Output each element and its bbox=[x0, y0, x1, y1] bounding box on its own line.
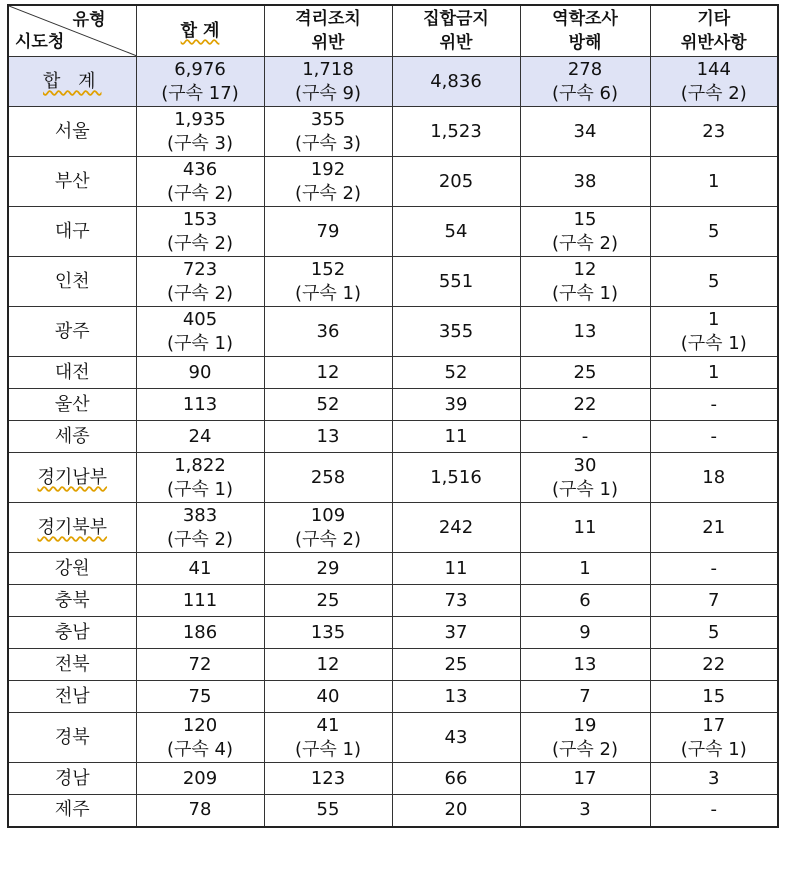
table-row bbox=[8, 795, 778, 827]
cell-value: 186 bbox=[182, 621, 218, 643]
cell-value: 52 bbox=[444, 361, 468, 383]
cell-arrest-count: (구속 17) bbox=[161, 82, 239, 104]
region-label: 대구 bbox=[54, 220, 90, 242]
data-cell bbox=[136, 713, 264, 763]
cell-arrest-count: (구속 2) bbox=[295, 528, 361, 550]
cell-value: 436 bbox=[182, 158, 218, 180]
table-row bbox=[8, 503, 778, 553]
cell-arrest-count: (구속 9) bbox=[295, 82, 361, 104]
cell-value: 18 bbox=[702, 466, 726, 488]
cell-value: 205 bbox=[438, 170, 474, 192]
table-row bbox=[8, 107, 778, 157]
cell-arrest-count: (구속 1) bbox=[552, 478, 618, 500]
cell-value: 38 bbox=[573, 170, 597, 192]
cell-value: 1 bbox=[708, 361, 720, 383]
cell-arrest-count: (구속 2) bbox=[552, 232, 618, 254]
data-cell bbox=[136, 357, 264, 389]
data-cell bbox=[650, 681, 778, 713]
cell-value: 13 bbox=[573, 653, 597, 675]
cell-value: 355 bbox=[310, 108, 346, 130]
cell-value: 72 bbox=[188, 653, 212, 675]
cell-value: 3 bbox=[579, 799, 591, 821]
cell-value: 120 bbox=[182, 714, 218, 736]
data-cell bbox=[650, 617, 778, 649]
region-label: 경남 bbox=[54, 767, 90, 789]
data-cell bbox=[392, 585, 520, 617]
cell-value: 17 bbox=[573, 767, 597, 789]
column-header-label: 합 계 bbox=[180, 21, 220, 41]
table-row bbox=[8, 157, 778, 207]
cell-value: 13 bbox=[316, 425, 340, 447]
cell-value: 1,822 bbox=[174, 454, 226, 476]
data-cell bbox=[136, 617, 264, 649]
column-header-label: 기타 bbox=[697, 9, 731, 29]
cell-value: 11 bbox=[444, 557, 468, 579]
data-cell bbox=[392, 421, 520, 453]
cell-value: 25 bbox=[316, 589, 340, 611]
data-cell bbox=[650, 649, 778, 681]
region-label: 경기남부 bbox=[37, 466, 108, 488]
data-cell bbox=[136, 649, 264, 681]
cell-value: 4,836 bbox=[430, 70, 482, 92]
data-cell bbox=[264, 389, 392, 421]
data-cell bbox=[392, 795, 520, 827]
region-cell bbox=[8, 503, 136, 553]
violations-table bbox=[7, 4, 779, 828]
data-cell bbox=[520, 713, 650, 763]
cell-value: 551 bbox=[438, 270, 474, 292]
table-row bbox=[8, 681, 778, 713]
data-cell bbox=[650, 57, 778, 107]
cell-value: 43 bbox=[444, 726, 468, 748]
region-label: 합 계 bbox=[43, 70, 102, 92]
data-cell bbox=[520, 649, 650, 681]
data-cell bbox=[650, 421, 778, 453]
region-label: 충남 bbox=[54, 621, 90, 643]
cell-value: 123 bbox=[310, 767, 346, 789]
column-header-label: 위반 bbox=[311, 33, 345, 53]
data-cell bbox=[520, 681, 650, 713]
column-header-gathering bbox=[392, 5, 520, 57]
data-cell bbox=[650, 207, 778, 257]
cell-value: 278 bbox=[567, 58, 603, 80]
data-cell bbox=[520, 617, 650, 649]
data-cell bbox=[392, 357, 520, 389]
cell-value: 192 bbox=[310, 158, 346, 180]
cell-value: 1,516 bbox=[430, 466, 482, 488]
data-cell bbox=[136, 795, 264, 827]
data-cell bbox=[136, 421, 264, 453]
data-cell bbox=[136, 157, 264, 207]
region-cell bbox=[8, 795, 136, 827]
region-label: 전남 bbox=[54, 685, 90, 707]
region-label: 충북 bbox=[54, 589, 90, 611]
cell-arrest-count: (구속 2) bbox=[680, 82, 747, 104]
region-cell bbox=[8, 453, 136, 503]
data-cell bbox=[650, 357, 778, 389]
table-row bbox=[8, 713, 778, 763]
cell-arrest-count: (구속 1) bbox=[552, 282, 618, 304]
cell-arrest-count: (구속 2) bbox=[552, 738, 618, 760]
data-cell bbox=[136, 57, 264, 107]
region-cell bbox=[8, 617, 136, 649]
cell-value: 355 bbox=[438, 320, 474, 342]
region-label: 경북 bbox=[54, 726, 90, 748]
column-header-epidemiology bbox=[520, 5, 650, 57]
cell-value: 1,935 bbox=[174, 108, 226, 130]
column-header-label: 위반 bbox=[439, 33, 473, 53]
cell-value: 78 bbox=[188, 799, 212, 821]
cell-value: 11 bbox=[444, 425, 468, 447]
data-cell bbox=[136, 107, 264, 157]
region-cell bbox=[8, 585, 136, 617]
cell-value: 41 bbox=[316, 714, 340, 736]
data-cell bbox=[392, 57, 520, 107]
cell-arrest-count: (구속 4) bbox=[167, 738, 233, 760]
data-cell bbox=[520, 357, 650, 389]
table-body bbox=[8, 57, 778, 827]
cell-value: - bbox=[710, 393, 717, 415]
data-cell bbox=[264, 157, 392, 207]
data-cell bbox=[136, 503, 264, 553]
cell-value: 1 bbox=[708, 308, 720, 330]
cell-value: 90 bbox=[188, 361, 212, 383]
data-cell bbox=[264, 713, 392, 763]
data-cell bbox=[264, 357, 392, 389]
table-row bbox=[8, 617, 778, 649]
cell-value: 30 bbox=[573, 454, 597, 476]
data-cell bbox=[520, 763, 650, 795]
data-cell bbox=[264, 57, 392, 107]
column-header-label: 집합금지 bbox=[423, 9, 489, 29]
cell-value: 6 bbox=[579, 589, 591, 611]
region-cell bbox=[8, 257, 136, 307]
cell-value: 73 bbox=[444, 589, 468, 611]
cell-value: 15 bbox=[573, 208, 597, 230]
region-label: 대전 bbox=[54, 361, 90, 383]
cell-value: 13 bbox=[444, 685, 468, 707]
cell-value: 40 bbox=[316, 685, 340, 707]
data-cell bbox=[264, 207, 392, 257]
region-label: 광주 bbox=[54, 320, 90, 342]
data-cell bbox=[520, 389, 650, 421]
table-row bbox=[8, 649, 778, 681]
data-cell bbox=[520, 795, 650, 827]
data-cell bbox=[650, 107, 778, 157]
data-cell bbox=[392, 107, 520, 157]
table-row bbox=[8, 389, 778, 421]
region-cell bbox=[8, 681, 136, 713]
cell-value: - bbox=[710, 557, 717, 579]
column-header-label: 격리조치 bbox=[295, 9, 361, 29]
cell-arrest-count: (구속 1) bbox=[680, 738, 747, 760]
column-header-label: 위반사항 bbox=[680, 33, 747, 53]
cell-arrest-count: (구속 1) bbox=[167, 332, 233, 354]
region-cell bbox=[8, 553, 136, 585]
cell-value: - bbox=[710, 799, 717, 821]
cell-arrest-count: (구속 2) bbox=[167, 528, 233, 550]
cell-value: 12 bbox=[316, 361, 340, 383]
region-cell bbox=[8, 307, 136, 357]
data-cell bbox=[392, 553, 520, 585]
cell-arrest-count: (구속 2) bbox=[167, 232, 233, 254]
data-cell bbox=[392, 649, 520, 681]
data-cell bbox=[520, 157, 650, 207]
cell-value: 12 bbox=[316, 653, 340, 675]
data-cell bbox=[264, 617, 392, 649]
data-cell bbox=[136, 389, 264, 421]
column-header-quarantine bbox=[264, 5, 392, 57]
column-header-label: 역학조사 bbox=[552, 9, 618, 29]
cell-value: 22 bbox=[573, 393, 597, 415]
data-cell bbox=[136, 681, 264, 713]
cell-arrest-count: (구속 1) bbox=[680, 332, 747, 354]
data-cell bbox=[136, 257, 264, 307]
cell-value: 1,718 bbox=[302, 58, 354, 80]
cell-value: 66 bbox=[444, 767, 468, 789]
data-cell bbox=[392, 453, 520, 503]
cell-value: 41 bbox=[188, 557, 212, 579]
data-cell bbox=[392, 503, 520, 553]
cell-value: 79 bbox=[316, 220, 340, 242]
cell-value: 54 bbox=[444, 220, 468, 242]
data-cell bbox=[650, 389, 778, 421]
data-cell bbox=[136, 763, 264, 795]
data-cell bbox=[650, 553, 778, 585]
data-cell bbox=[520, 453, 650, 503]
data-cell bbox=[264, 503, 392, 553]
data-cell bbox=[520, 585, 650, 617]
cell-arrest-count: (구속 6) bbox=[552, 82, 618, 104]
data-cell bbox=[520, 257, 650, 307]
column-header-other bbox=[650, 5, 778, 57]
cell-value: 5 bbox=[708, 621, 720, 643]
data-cell bbox=[650, 503, 778, 553]
region-label: 경기북부 bbox=[37, 516, 108, 538]
cell-value: 152 bbox=[310, 258, 346, 280]
data-cell bbox=[264, 553, 392, 585]
region-cell bbox=[8, 107, 136, 157]
table-row bbox=[8, 453, 778, 503]
data-cell bbox=[264, 795, 392, 827]
cell-value: 258 bbox=[310, 466, 346, 488]
cell-value: 11 bbox=[573, 516, 597, 538]
data-cell bbox=[136, 207, 264, 257]
data-cell bbox=[520, 207, 650, 257]
cell-value: 20 bbox=[444, 799, 468, 821]
cell-value: 12 bbox=[573, 258, 597, 280]
data-cell bbox=[264, 649, 392, 681]
column-header-total bbox=[136, 5, 264, 57]
cell-value: - bbox=[581, 425, 589, 447]
data-cell bbox=[264, 681, 392, 713]
data-cell bbox=[136, 307, 264, 357]
cell-value: 5 bbox=[708, 270, 720, 292]
region-label: 부산 bbox=[54, 170, 90, 192]
data-cell bbox=[650, 713, 778, 763]
region-cell bbox=[8, 763, 136, 795]
corner-region-label: 시도청 bbox=[15, 32, 65, 52]
cell-value: 1 bbox=[579, 557, 591, 579]
cell-arrest-count: (구속 3) bbox=[295, 132, 361, 154]
cell-value: 113 bbox=[182, 393, 218, 415]
region-cell bbox=[8, 207, 136, 257]
data-cell bbox=[264, 585, 392, 617]
table-row bbox=[8, 421, 778, 453]
cell-value: 135 bbox=[310, 621, 346, 643]
data-cell bbox=[520, 107, 650, 157]
region-label: 서울 bbox=[54, 120, 90, 142]
data-cell bbox=[264, 421, 392, 453]
cell-value: 22 bbox=[702, 653, 726, 675]
cell-value: 405 bbox=[182, 308, 218, 330]
data-cell bbox=[392, 257, 520, 307]
cell-value: 36 bbox=[316, 320, 340, 342]
cell-value: 144 bbox=[696, 58, 731, 80]
cell-value: 34 bbox=[573, 120, 597, 142]
cell-value: 111 bbox=[182, 589, 218, 611]
data-cell bbox=[136, 585, 264, 617]
cell-value: 7 bbox=[579, 685, 591, 707]
cell-value: 37 bbox=[444, 621, 468, 643]
cell-value: 29 bbox=[316, 557, 340, 579]
data-cell bbox=[650, 795, 778, 827]
cell-value: 9 bbox=[579, 621, 591, 643]
data-cell bbox=[520, 307, 650, 357]
region-label: 울산 bbox=[54, 393, 90, 415]
region-cell bbox=[8, 713, 136, 763]
data-cell bbox=[650, 157, 778, 207]
data-cell bbox=[392, 617, 520, 649]
cell-value: 23 bbox=[702, 120, 726, 142]
region-cell bbox=[8, 421, 136, 453]
cell-value: 13 bbox=[573, 320, 597, 342]
table-row bbox=[8, 207, 778, 257]
data-cell bbox=[136, 453, 264, 503]
cell-arrest-count: (구속 1) bbox=[295, 282, 361, 304]
cell-value: 383 bbox=[182, 504, 218, 526]
cell-value: 55 bbox=[316, 799, 340, 821]
total-row bbox=[8, 57, 778, 107]
region-cell bbox=[8, 649, 136, 681]
table-row bbox=[8, 553, 778, 585]
data-cell bbox=[520, 421, 650, 453]
data-cell bbox=[650, 307, 778, 357]
cell-value: 109 bbox=[310, 504, 346, 526]
region-cell bbox=[8, 57, 136, 107]
data-cell bbox=[392, 763, 520, 795]
cell-value: - bbox=[710, 425, 717, 447]
cell-value: 19 bbox=[573, 714, 597, 736]
cell-arrest-count: (구속 3) bbox=[167, 132, 233, 154]
table-row bbox=[8, 257, 778, 307]
cell-value: 242 bbox=[438, 516, 474, 538]
data-cell bbox=[520, 57, 650, 107]
column-header-label: 방해 bbox=[568, 33, 602, 53]
data-cell bbox=[650, 585, 778, 617]
cell-value: 3 bbox=[708, 767, 720, 789]
corner-header-cell bbox=[8, 5, 136, 57]
region-cell bbox=[8, 157, 136, 207]
cell-value: 52 bbox=[316, 393, 340, 415]
cell-value: 24 bbox=[188, 425, 212, 447]
data-cell bbox=[392, 207, 520, 257]
cell-value: 7 bbox=[708, 589, 720, 611]
cell-value: 15 bbox=[702, 685, 726, 707]
data-cell bbox=[392, 307, 520, 357]
cell-arrest-count: (구속 2) bbox=[167, 182, 233, 204]
data-cell bbox=[650, 763, 778, 795]
data-cell bbox=[650, 453, 778, 503]
region-label: 세종 bbox=[54, 425, 90, 447]
header-row bbox=[8, 5, 778, 57]
cell-value: 1 bbox=[708, 170, 720, 192]
table-row bbox=[8, 763, 778, 795]
data-cell bbox=[520, 503, 650, 553]
cell-value: 17 bbox=[702, 714, 726, 736]
table-row bbox=[8, 585, 778, 617]
data-cell bbox=[136, 553, 264, 585]
data-cell bbox=[264, 763, 392, 795]
data-cell bbox=[520, 553, 650, 585]
data-cell bbox=[392, 713, 520, 763]
cell-value: 25 bbox=[573, 361, 597, 383]
cell-value: 6,976 bbox=[174, 58, 226, 80]
cell-value: 75 bbox=[188, 685, 212, 707]
cell-value: 39 bbox=[444, 393, 468, 415]
table-row bbox=[8, 357, 778, 389]
cell-value: 5 bbox=[708, 220, 720, 242]
cell-value: 21 bbox=[702, 516, 726, 538]
cell-value: 209 bbox=[182, 767, 218, 789]
cell-value: 153 bbox=[182, 208, 218, 230]
data-cell bbox=[650, 257, 778, 307]
region-label: 제주 bbox=[54, 799, 90, 821]
region-label: 강원 bbox=[54, 557, 90, 579]
region-label: 인천 bbox=[54, 270, 90, 292]
cell-value: 1,523 bbox=[430, 120, 482, 142]
cell-arrest-count: (구속 1) bbox=[167, 478, 233, 500]
cell-value: 723 bbox=[182, 258, 218, 280]
region-cell bbox=[8, 357, 136, 389]
table-row bbox=[8, 307, 778, 357]
corner-type-label: 유형 bbox=[72, 10, 106, 30]
data-cell bbox=[392, 157, 520, 207]
region-label: 전북 bbox=[54, 653, 90, 675]
data-cell bbox=[264, 453, 392, 503]
data-cell bbox=[392, 681, 520, 713]
cell-arrest-count: (구속 2) bbox=[295, 182, 361, 204]
cell-arrest-count: (구속 1) bbox=[295, 738, 361, 760]
cell-value: 25 bbox=[444, 653, 468, 675]
data-cell bbox=[264, 107, 392, 157]
data-cell bbox=[264, 257, 392, 307]
data-cell bbox=[264, 307, 392, 357]
data-cell bbox=[392, 389, 520, 421]
cell-arrest-count: (구속 2) bbox=[167, 282, 233, 304]
region-cell bbox=[8, 389, 136, 421]
